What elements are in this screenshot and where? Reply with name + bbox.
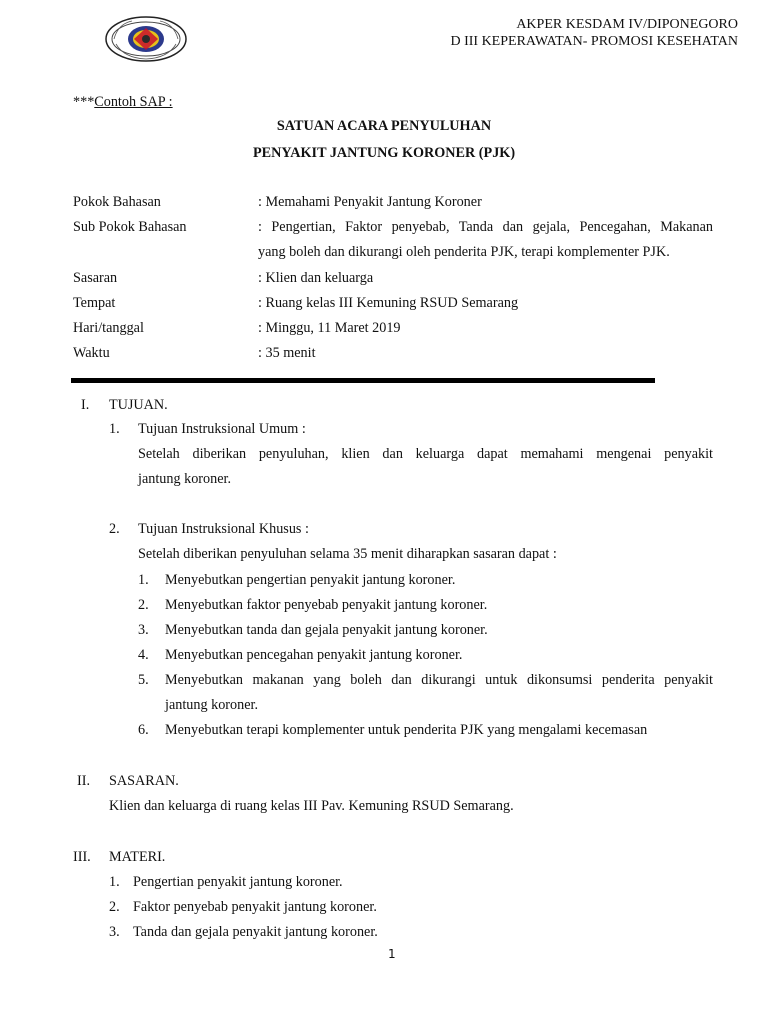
tiu-number: 1. [109,421,120,437]
materi-item-number: 3. [109,924,120,940]
waktu-value: : 35 menit [258,345,316,361]
tiu-text-line2: jantung koroner. [138,471,231,487]
tik-item-number: 1. [138,572,149,588]
tik-item-text: Menyebutkan faktor penyebab penyakit jantung koroner. [165,597,488,613]
waktu-label: Waktu [73,345,110,361]
section-2-title: SASARAN. [109,773,179,789]
tempat-value: : Ruang kelas III Kemuning RSUD Semarang [258,295,519,311]
tik-item-text-continued: jantung koroner. [165,697,258,713]
sub-pokok-bahasan-label: Sub Pokok Bahasan [73,219,187,235]
sub-pokok-bahasan-value-line1: : Pengertian, Faktor penyebab, Tanda dan gejala, Pencegahan, Makanan [258,219,713,235]
section-2-number: II. [77,773,90,789]
tik-item-number: 3. [138,622,149,638]
materi-item-text: Tanda dan gejala penyakit jantung koroner. [133,924,378,940]
tempat-label: Tempat [73,295,116,311]
header-institution: AKPER KESDAM IV/DIPONEGORO [516,17,738,32]
tik-item-number: 6. [138,722,149,738]
sub-pokok-bahasan-value-line2: yang boleh dan dikurangi oleh penderita PJK, terapi komplementer PJK. [258,244,670,260]
institution-logo [104,14,188,64]
tik-item-text: Menyebutkan tanda dan gejala penyakit jantung koroner. [165,622,488,638]
document-title: SATUAN ACARA PENYULUHAN [276,118,492,134]
section-1-number: I. [81,397,90,413]
document-subtitle: PENYAKIT JANTUNG KORONER (PJK) [252,145,516,161]
tiu-text-line1: Setelah diberikan penyuluhan, klien dan keluarga dapat memahami mengenai penyakit [138,446,713,462]
section-divider [71,378,655,383]
sap-prefix: *** [73,94,95,110]
pokok-bahasan-value: : Memahami Penyakit Jantung Koroner [258,194,482,210]
tik-intro: Setelah diberikan penyuluhan selama 35 menit diharapkan sasaran dapat : [138,546,557,562]
sasaran-value: : Klien dan keluarga [258,270,374,286]
tik-item-number: 5. [138,672,149,688]
hari-tanggal-value: : Minggu, 11 Maret 2019 [258,320,401,336]
section-3-number: III. [73,849,91,865]
tik-item-text: Menyebutkan terapi komplementer untuk penderita PJK yang mengalami kecemasan [165,722,648,738]
tik-item-text: Menyebutkan pencegahan penyakit jantung koroner. [165,647,463,663]
materi-item-number: 1. [109,874,120,890]
pokok-bahasan-label: Pokok Bahasan [73,194,161,210]
tik-item-text: Menyebutkan pengertian penyakit jantung koroner. [165,572,456,588]
section-3-title: MATERI. [109,849,166,865]
tik-item-number: 2. [138,597,149,613]
materi-item-text: Faktor penyebab penyakit jantung koroner. [133,899,377,915]
materi-item-text: Pengertian penyakit jantung koroner. [133,874,343,890]
tik-number: 2. [109,521,120,537]
section-2-text: Klien dan keluarga di ruang kelas III Pav. Kemuning RSUD Semarang. [109,798,514,814]
sap-label-text: Contoh SAP : [94,94,173,110]
header-program: D III KEPERAWATAN- PROMOSI KESEHATAN [450,34,738,49]
sasaran-label: Sasaran [73,270,118,286]
hari-tanggal-label: Hari/tanggal [73,320,144,336]
page-number: 1 [388,947,396,961]
tik-item-text: Menyebutkan makanan yang boleh dan dikurangi untuk dikonsumsi penderita penyakit [165,672,713,688]
tik-title: Tujuan Instruksional Khusus : [138,521,309,537]
sap-label [73,94,173,111]
section-1-title: TUJUAN. [109,397,168,413]
materi-item-number: 2. [109,899,120,915]
tiu-title: Tujuan Instruksional Umum : [138,421,306,437]
tik-item-number: 4. [138,647,149,663]
